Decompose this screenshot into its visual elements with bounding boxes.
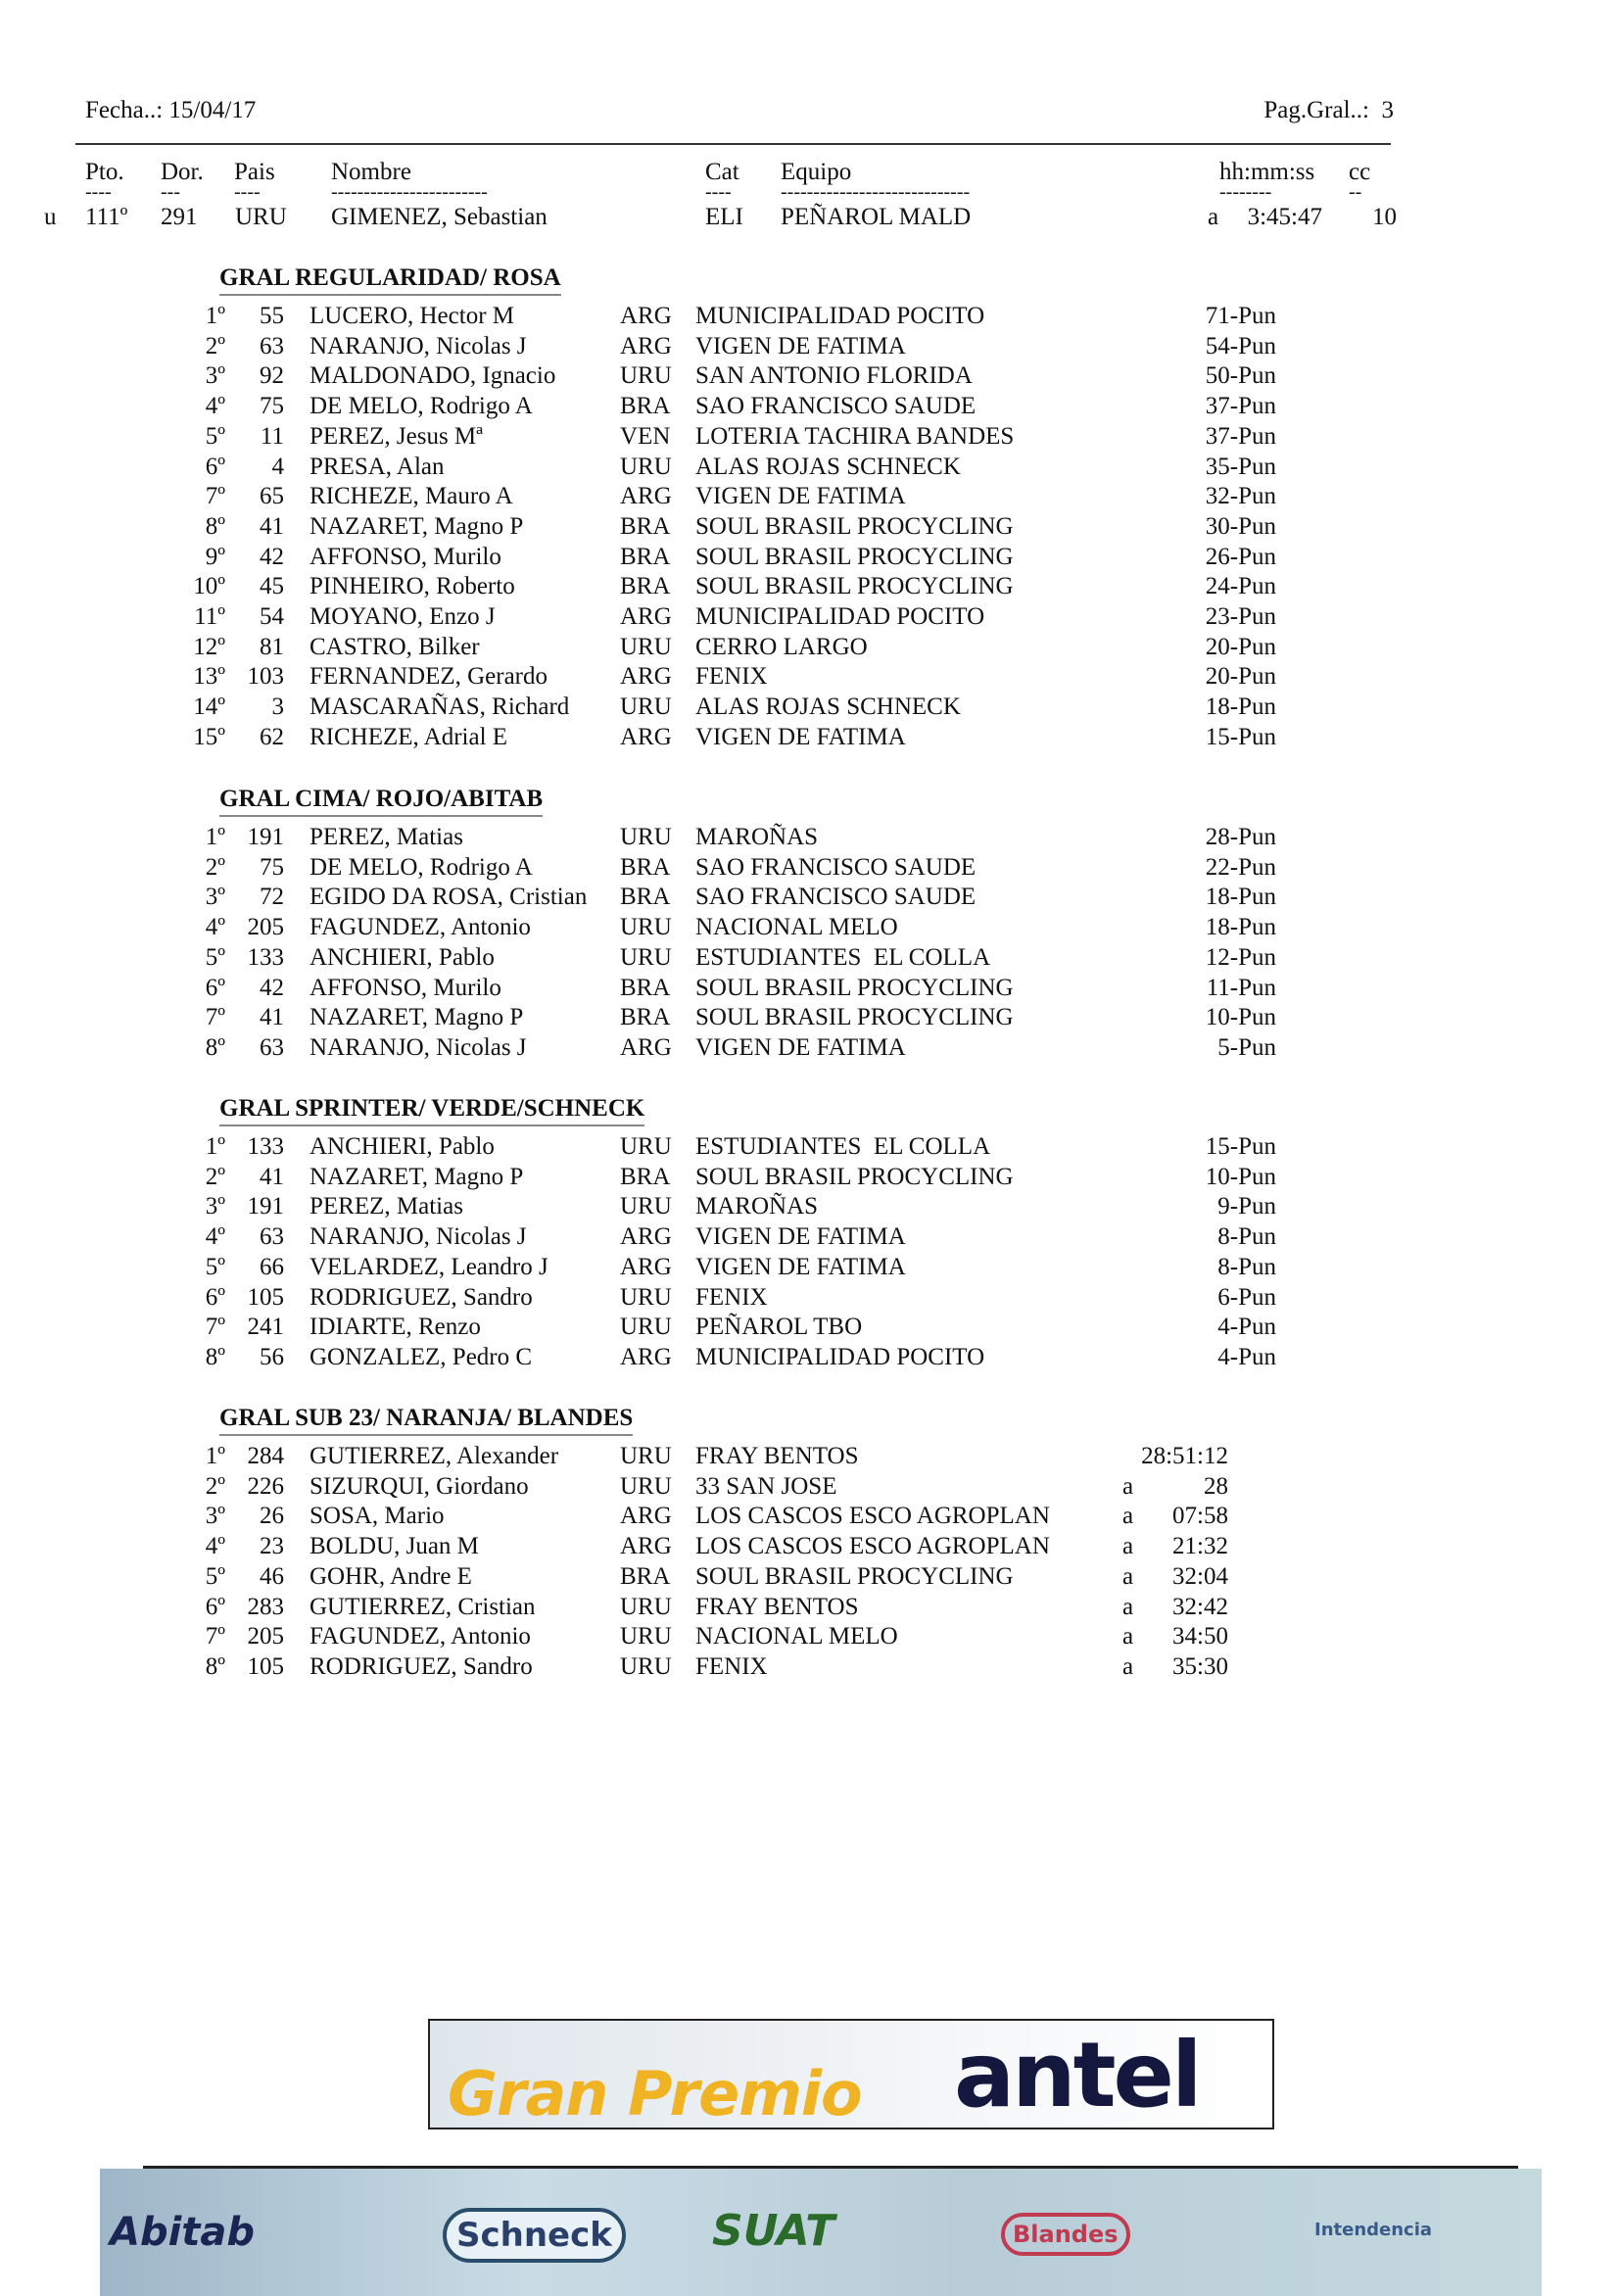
country: ARG (620, 303, 672, 329)
points-value: 4-Pun (1217, 1344, 1276, 1370)
country: URU (620, 1314, 672, 1340)
rider-name: NARANJO, Nicolas J (310, 1223, 527, 1250)
team: SOUL BRASIL PROCYCLING (695, 1563, 1014, 1590)
bib-number: 105 (247, 1653, 284, 1680)
bib-number: 191 (247, 1193, 284, 1220)
bib-number: 226 (247, 1473, 284, 1500)
time-prefix: a (1122, 1473, 1134, 1500)
header-divider (75, 143, 1391, 145)
time-prefix: a (1122, 1623, 1134, 1650)
points-value: 50-Pun (1205, 362, 1276, 389)
team: MAROÑAS (695, 1193, 819, 1220)
rider-name: BOLDU, Juan M (310, 1533, 479, 1559)
team: SAO FRANCISCO SAUDE (695, 854, 977, 881)
country: BRA (620, 1563, 671, 1590)
country: URU (620, 1623, 672, 1650)
rider-name: RODRIGUEZ, Sandro (310, 1284, 533, 1311)
bib-number: 4 (271, 454, 284, 480)
points-value: 15-Pun (1205, 1133, 1276, 1160)
country: ARG (620, 1533, 672, 1559)
column-header-nombre: Nombre (331, 159, 411, 185)
column-dashes-tiempo: -------- (1219, 181, 1272, 203)
bib-number: 133 (247, 1133, 284, 1160)
rider-nombre: GIMENEZ, Sebastian (331, 204, 548, 230)
team: VIGEN DE FATIMA (695, 724, 906, 750)
points-value: 6-Pun (1217, 1284, 1276, 1311)
time-prefix: a (1122, 1594, 1134, 1620)
section-title: GRAL SUB 23/ NARANJA/ BLANDES (219, 1404, 633, 1436)
team: SOUL BRASIL PROCYCLING (695, 1004, 1014, 1030)
time-value: 34:50 (1172, 1623, 1228, 1650)
team: MUNICIPALIDAD POCITO (695, 603, 985, 630)
team: FENIX (695, 1653, 768, 1680)
rider-equipo: PEÑAROL MALD (781, 204, 972, 230)
team: PEÑAROL TBO (695, 1314, 863, 1340)
rider-name: GUTIERREZ, Alexander (310, 1443, 559, 1469)
bib-number: 63 (260, 333, 284, 359)
rank: 7º (205, 1004, 225, 1030)
team: ALAS ROJAS SCHNECK (695, 694, 961, 720)
country: ARG (620, 1503, 672, 1529)
team: VIGEN DE FATIMA (695, 333, 906, 359)
rank: 6º (205, 1284, 225, 1311)
country: URU (620, 1653, 672, 1680)
schneck-logo: Schneck (443, 2208, 626, 2263)
rider-name: NAZARET, Magno P (310, 513, 524, 540)
bib-number: 75 (260, 854, 284, 881)
points-value: 24-Pun (1205, 573, 1276, 599)
country: ARG (620, 663, 672, 690)
rank: 3º (205, 1193, 225, 1220)
country: BRA (620, 1004, 671, 1030)
country: URU (620, 694, 672, 720)
rank: 9º (205, 544, 225, 570)
points-value: 32-Pun (1205, 483, 1276, 509)
points-value: 54-Pun (1205, 333, 1276, 359)
points-value: 37-Pun (1205, 393, 1276, 419)
column-header-cat: Cat (705, 159, 739, 185)
rider-name: MOYANO, Enzo J (310, 603, 496, 630)
points-value: 12-Pun (1205, 944, 1276, 971)
country: URU (620, 1133, 672, 1160)
rank: 5º (205, 944, 225, 971)
rank: 8º (205, 1034, 225, 1061)
bib-number: 41 (260, 1164, 284, 1190)
rider-name: GONZALEZ, Pedro C (310, 1344, 533, 1370)
team: MUNICIPALIDAD POCITO (695, 1344, 985, 1370)
team: ESTUDIANTES EL COLLA (695, 1133, 991, 1160)
rank: 14º (193, 694, 225, 720)
rank: 8º (205, 513, 225, 540)
bib-number: 41 (260, 513, 284, 540)
rank: 1º (205, 1443, 225, 1469)
column-dashes-cc: -- (1349, 181, 1362, 203)
time-prefix: a (1122, 1533, 1134, 1559)
bib-number: 56 (260, 1344, 284, 1370)
points-value: 20-Pun (1205, 663, 1276, 690)
rider-name: NARANJO, Nicolas J (310, 1034, 527, 1061)
column-header-dor: Dor. (161, 159, 204, 185)
rider-cat: ELI (705, 204, 743, 230)
rank: 3º (205, 362, 225, 389)
page-number: Pag.Gral..: 3 (1263, 97, 1394, 123)
team: ESTUDIANTES EL COLLA (695, 944, 991, 971)
rider-name: GOHR, Andre E (310, 1563, 472, 1590)
country: BRA (620, 884, 671, 910)
bib-number: 105 (247, 1284, 284, 1311)
rider-dor: 291 (161, 204, 198, 230)
country: URU (620, 1443, 672, 1469)
time-prefix: a (1122, 1563, 1134, 1590)
country: URU (620, 824, 672, 850)
rank: 4º (205, 1533, 225, 1559)
time-value: 28 (1204, 1473, 1228, 1500)
bib-number: 284 (247, 1443, 284, 1469)
points-value: 4-Pun (1217, 1314, 1276, 1340)
country: BRA (620, 573, 671, 599)
rank: 6º (205, 975, 225, 1001)
points-value: 11-Pun (1206, 975, 1276, 1001)
column-dashes-nombre: ------------------------ (331, 181, 488, 203)
team: ALAS ROJAS SCHNECK (695, 454, 961, 480)
team: VIGEN DE FATIMA (695, 483, 906, 509)
rider-pto: 111º (85, 204, 128, 230)
banner-gran-premio: Gran Premio (448, 2058, 862, 2129)
bib-number: 81 (260, 634, 284, 660)
bib-number: 46 (260, 1563, 284, 1590)
rank: 12º (193, 634, 225, 660)
rider-name: ANCHIERI, Pablo (310, 944, 495, 971)
bib-number: 3 (271, 694, 284, 720)
rider-a: a (1208, 204, 1219, 230)
rank: 1º (205, 824, 225, 850)
rider-pais: URU (235, 204, 287, 230)
rider-name: AFFONSO, Murilo (310, 975, 501, 1001)
points-value: 22-Pun (1205, 854, 1276, 881)
rider-name: ANCHIERI, Pablo (310, 1133, 495, 1160)
section-title: GRAL SPRINTER/ VERDE/SCHNECK (219, 1094, 644, 1126)
team: LOS CASCOS ESCO AGROPLAN (695, 1533, 1050, 1559)
rank: 1º (205, 1133, 225, 1160)
team: MAROÑAS (695, 824, 819, 850)
team: SAO FRANCISCO SAUDE (695, 393, 977, 419)
points-value: 18-Pun (1205, 914, 1276, 940)
time-value: 21:32 (1172, 1533, 1228, 1559)
intendencia-logo: Intendencia (1314, 2220, 1433, 2240)
country: URU (620, 1473, 672, 1500)
time-prefix: a (1122, 1653, 1134, 1680)
bib-number: 92 (260, 362, 284, 389)
antel-logo: antel (954, 2023, 1200, 2128)
blandes-logo: Blandes (1001, 2213, 1130, 2256)
points-value: 23-Pun (1205, 603, 1276, 630)
time-value: 07:58 (1172, 1503, 1228, 1529)
rider-name: SOSA, Mario (310, 1503, 445, 1529)
column-dashes-dor: --- (161, 181, 180, 203)
points-value: 20-Pun (1205, 634, 1276, 660)
country: ARG (620, 1254, 672, 1280)
bib-number: 26 (260, 1503, 284, 1529)
country: ARG (620, 1223, 672, 1250)
rider-name: GUTIERREZ, Cristian (310, 1594, 536, 1620)
time-value: 35:30 (1172, 1653, 1228, 1680)
column-header-pais: Pais (234, 159, 275, 185)
team: SOUL BRASIL PROCYCLING (695, 1164, 1014, 1190)
country: ARG (620, 724, 672, 750)
points-value: 71-Pun (1205, 303, 1276, 329)
rider-name: FERNANDEZ, Gerardo (310, 663, 548, 690)
rank: 4º (205, 1223, 225, 1250)
rider-name: PINHEIRO, Roberto (310, 573, 515, 599)
rider-name: IDIARTE, Renzo (310, 1314, 481, 1340)
bib-number: 42 (260, 975, 284, 1001)
rank: 7º (205, 1623, 225, 1650)
rank: 5º (205, 1563, 225, 1590)
points-value: 18-Pun (1205, 694, 1276, 720)
country: URU (620, 1284, 672, 1311)
country: BRA (620, 513, 671, 540)
bib-number: 55 (260, 303, 284, 329)
rider-name: NAZARET, Magno P (310, 1004, 524, 1030)
column-header-equipo: Equipo (781, 159, 852, 185)
bib-number: 66 (260, 1254, 284, 1280)
rider-mark: u (44, 204, 57, 230)
bib-number: 11 (260, 423, 284, 450)
sponsor-banner (428, 2019, 1274, 2129)
rider-name: VELARDEZ, Leandro J (310, 1254, 548, 1280)
rank: 1º (205, 303, 225, 329)
team: SOUL BRASIL PROCYCLING (695, 513, 1014, 540)
rider-name: EGIDO DA ROSA, Cristian (310, 884, 588, 910)
country: URU (620, 362, 672, 389)
rank: 2º (205, 854, 225, 881)
suat-logo: SUAT (712, 2206, 835, 2256)
abitab-logo: Abitab (110, 2210, 256, 2255)
points-value: 8-Pun (1217, 1223, 1276, 1250)
bib-number: 63 (260, 1034, 284, 1061)
rider-name: MASCARAÑAS, Richard (310, 694, 570, 720)
rider-name: AFFONSO, Murilo (310, 544, 501, 570)
section-title: GRAL REGULARIDAD/ ROSA (219, 263, 561, 296)
rider-name: MALDONADO, Ignacio (310, 362, 556, 389)
team: SAN ANTONIO FLORIDA (695, 362, 973, 389)
rider-name: NAZARET, Magno P (310, 1164, 524, 1190)
team: CERRO LARGO (695, 634, 868, 660)
country: ARG (620, 333, 672, 359)
column-header-cc: cc (1349, 159, 1371, 185)
points-value: 10-Pun (1205, 1004, 1276, 1030)
column-dashes-pais: ---- (234, 181, 261, 203)
rank: 3º (205, 884, 225, 910)
column-header-pto: Pto. (85, 159, 124, 185)
points-value: 8-Pun (1217, 1254, 1276, 1280)
country: ARG (620, 483, 672, 509)
points-value: 35-Pun (1205, 454, 1276, 480)
bib-number: 205 (247, 1623, 284, 1650)
country: URU (620, 454, 672, 480)
points-value: 9-Pun (1217, 1193, 1276, 1220)
section-title: GRAL CIMA/ ROJO/ABITAB (219, 785, 543, 817)
rider-name: PEREZ, Matias (310, 1193, 463, 1220)
points-value: 37-Pun (1205, 423, 1276, 450)
bib-number: 283 (247, 1594, 284, 1620)
column-dashes-cat: ---- (705, 181, 732, 203)
team: VIGEN DE FATIMA (695, 1254, 906, 1280)
team: MUNICIPALIDAD POCITO (695, 303, 985, 329)
column-dashes-pto: ---- (85, 181, 112, 203)
country: URU (620, 1193, 672, 1220)
bib-number: 75 (260, 393, 284, 419)
time-value: 32:42 (1172, 1594, 1228, 1620)
team: VIGEN DE FATIMA (695, 1034, 906, 1061)
country: BRA (620, 544, 671, 570)
country: URU (620, 914, 672, 940)
team: SOUL BRASIL PROCYCLING (695, 573, 1014, 599)
rank: 13º (193, 663, 225, 690)
team: LOS CASCOS ESCO AGROPLAN (695, 1503, 1050, 1529)
rider-name: NARANJO, Nicolas J (310, 333, 527, 359)
bib-number: 62 (260, 724, 284, 750)
country: URU (620, 944, 672, 971)
date-label: Fecha..: 15/04/17 (85, 97, 257, 123)
country: URU (620, 1594, 672, 1620)
rider-name: DE MELO, Rodrigo A (310, 854, 533, 881)
country: BRA (620, 393, 671, 419)
bib-number: 23 (260, 1533, 284, 1559)
rank: 8º (205, 1344, 225, 1370)
bib-number: 54 (260, 603, 284, 630)
country: ARG (620, 603, 672, 630)
country: BRA (620, 1164, 671, 1190)
rider-name: CASTRO, Bilker (310, 634, 480, 660)
bib-number: 241 (247, 1314, 284, 1340)
team: SOUL BRASIL PROCYCLING (695, 975, 1014, 1001)
rider-name: RICHEZE, Adrial E (310, 724, 508, 750)
rank: 7º (205, 483, 225, 509)
team: SAO FRANCISCO SAUDE (695, 884, 977, 910)
rider-name: FAGUNDEZ, Antonio (310, 1623, 531, 1650)
rank: 5º (205, 1254, 225, 1280)
bib-number: 205 (247, 914, 284, 940)
bib-number: 41 (260, 1004, 284, 1030)
bib-number: 191 (247, 824, 284, 850)
rider-name: PEREZ, Matias (310, 824, 463, 850)
bib-number: 103 (247, 663, 284, 690)
rider-name: PEREZ, Jesus Mª (310, 423, 484, 450)
rank: 2º (205, 1473, 225, 1500)
rank: 10º (193, 573, 225, 599)
rider-name: SIZURQUI, Giordano (310, 1473, 529, 1500)
bib-number: 42 (260, 544, 284, 570)
country: ARG (620, 1344, 672, 1370)
rank: 6º (205, 1594, 225, 1620)
team: 33 SAN JOSE (695, 1473, 837, 1500)
rider-tiempo: 3:45:47 (1247, 204, 1322, 230)
bib-number: 72 (260, 884, 284, 910)
team: FRAY BENTOS (695, 1594, 859, 1620)
rank: 15º (193, 724, 225, 750)
points-value: 30-Pun (1205, 513, 1276, 540)
country: ARG (620, 1034, 672, 1061)
team: LOTERIA TACHIRA BANDES (695, 423, 1015, 450)
rider-cc: 10 (1372, 204, 1397, 230)
points-value: 26-Pun (1205, 544, 1276, 570)
rank: 3º (205, 1503, 225, 1529)
rider-name: FAGUNDEZ, Antonio (310, 914, 531, 940)
rank: 5º (205, 423, 225, 450)
time-value: 32:04 (1172, 1563, 1228, 1590)
team: FENIX (695, 663, 768, 690)
time-value: 28:51:12 (1141, 1443, 1228, 1469)
rider-name: RODRIGUEZ, Sandro (310, 1653, 533, 1680)
rank: 4º (205, 914, 225, 940)
team: NACIONAL MELO (695, 914, 898, 940)
rank: 4º (205, 393, 225, 419)
team: VIGEN DE FATIMA (695, 1223, 906, 1250)
bib-number: 63 (260, 1223, 284, 1250)
bib-number: 45 (260, 573, 284, 599)
rank: 2º (205, 1164, 225, 1190)
rank: 11º (194, 603, 225, 630)
rider-name: PRESA, Alan (310, 454, 445, 480)
team: NACIONAL MELO (695, 1623, 898, 1650)
rank: 6º (205, 454, 225, 480)
points-value: 28-Pun (1205, 824, 1276, 850)
points-value: 15-Pun (1205, 724, 1276, 750)
country: URU (620, 634, 672, 660)
team: FENIX (695, 1284, 768, 1311)
country: VEN (620, 423, 671, 450)
team: SOUL BRASIL PROCYCLING (695, 544, 1014, 570)
rider-name: DE MELO, Rodrigo A (310, 393, 533, 419)
rank: 7º (205, 1314, 225, 1340)
team: FRAY BENTOS (695, 1443, 859, 1469)
rider-name: LUCERO, Hector M (310, 303, 514, 329)
rider-name: RICHEZE, Mauro A (310, 483, 513, 509)
points-value: 18-Pun (1205, 884, 1276, 910)
sponsor-strip (100, 2169, 1542, 2296)
column-dashes-equipo: ----------------------------- (781, 181, 971, 203)
country: BRA (620, 975, 671, 1001)
bib-number: 65 (260, 483, 284, 509)
points-value: 10-Pun (1205, 1164, 1276, 1190)
rank: 8º (205, 1653, 225, 1680)
points-value: 5-Pun (1217, 1034, 1276, 1061)
bib-number: 133 (247, 944, 284, 971)
rank: 2º (205, 333, 225, 359)
time-prefix: a (1122, 1503, 1134, 1529)
country: BRA (620, 854, 671, 881)
column-header-tiempo: hh:mm:ss (1219, 159, 1315, 185)
